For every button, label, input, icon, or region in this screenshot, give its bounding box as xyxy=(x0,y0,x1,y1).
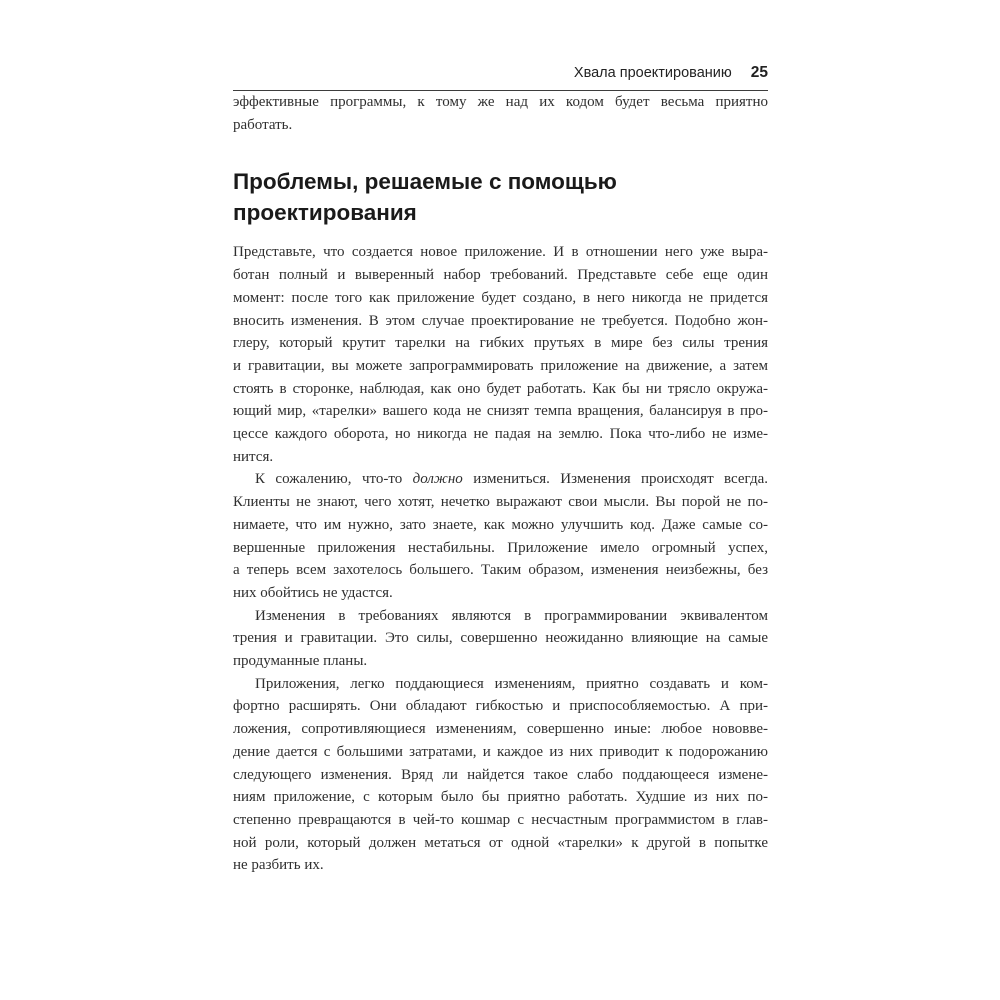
page-body xyxy=(233,91,768,877)
paragraph-2-text-post: измениться. Изменения происходят всегда. xyxy=(473,471,768,488)
paragraph-3: Изменения в требованиях являются в программировании эквивалентом трения и гравитации. Это силы, совершенно неожиданно влияющие на самые продуманные планы. xyxy=(233,607,768,670)
running-head-title: Хвала проектированию xyxy=(573,65,732,81)
paragraph-2-text-pre: К сожалению, что-то xyxy=(255,471,403,488)
paragraph-1: Представьте, что создается новое приложение. И в отношении него уже выра- ботан полный и выверенный набор требований. Представьте себе еще один момент: после того как приложение будет создано, в него никогда не придется вносить изменения. В этом случае проектирование не требуется. Подобно жон- глеру, который крутит тарелки на гибких прутьях в мире без силы трения и гравитации, вы можете запрограммировать приложение на движение, а затем стоять в сторонке, наблюдая, как оно будет работать. Как бы ни трясло окружа- ющий мир, «тарелки» вашего кода не снизят темпа вращения, балансируя в про- цессе каждого оборота, но никогда не падая на землю. Пока что-либо не изме- нится. xyxy=(233,244,768,465)
paragraph-2-italic-word: должно xyxy=(412,471,463,488)
section-heading: Проблемы, решаемые с помощью проектирования xyxy=(233,169,617,226)
running-head xyxy=(233,64,768,82)
paragraph-4: Приложения, легко поддающиеся изменениям, приятно создавать и ком- фортно расширять. Они обладают гибкостью и приспособляемостью. А при- ложения, сопротивляющиеся изменениям, совершенно иные: любое нововве- дение дается с большими затратами, и каждое из них приводит к подорожанию следующего изменения. Вряд ли найдется такое слабо поддающееся измене- ниям приложение, с которым было бы приятно работать. Худшие из них по- степенно превращаются в чей-то кошмар с несчастным программистом в глав- ной роли, который должен метаться от одной «тарелки» к другой в попытке не разбить их. xyxy=(233,675,768,874)
paragraph-2-rest: Клиенты не знают, чего хотят, нечетко выражают свои мысли. Вы порой не по- нимаете, что им нужно, зато знаете, как можно улучшить код. Даже самые со- вершенные приложения нестабильны. Приложение имело огромный успех, а теперь всем захотелось большего. Таким образом, изменения неизбежны, без них обойтись не удастся. xyxy=(233,494,768,601)
page-number: 25 xyxy=(750,64,768,81)
text-column xyxy=(233,64,768,877)
paragraph-2-first-line xyxy=(233,468,768,491)
paragraph-2 xyxy=(233,468,768,604)
intro-paragraph: эффективные программы, к тому же над их кодом будет весьма приятно работать. xyxy=(233,94,768,133)
